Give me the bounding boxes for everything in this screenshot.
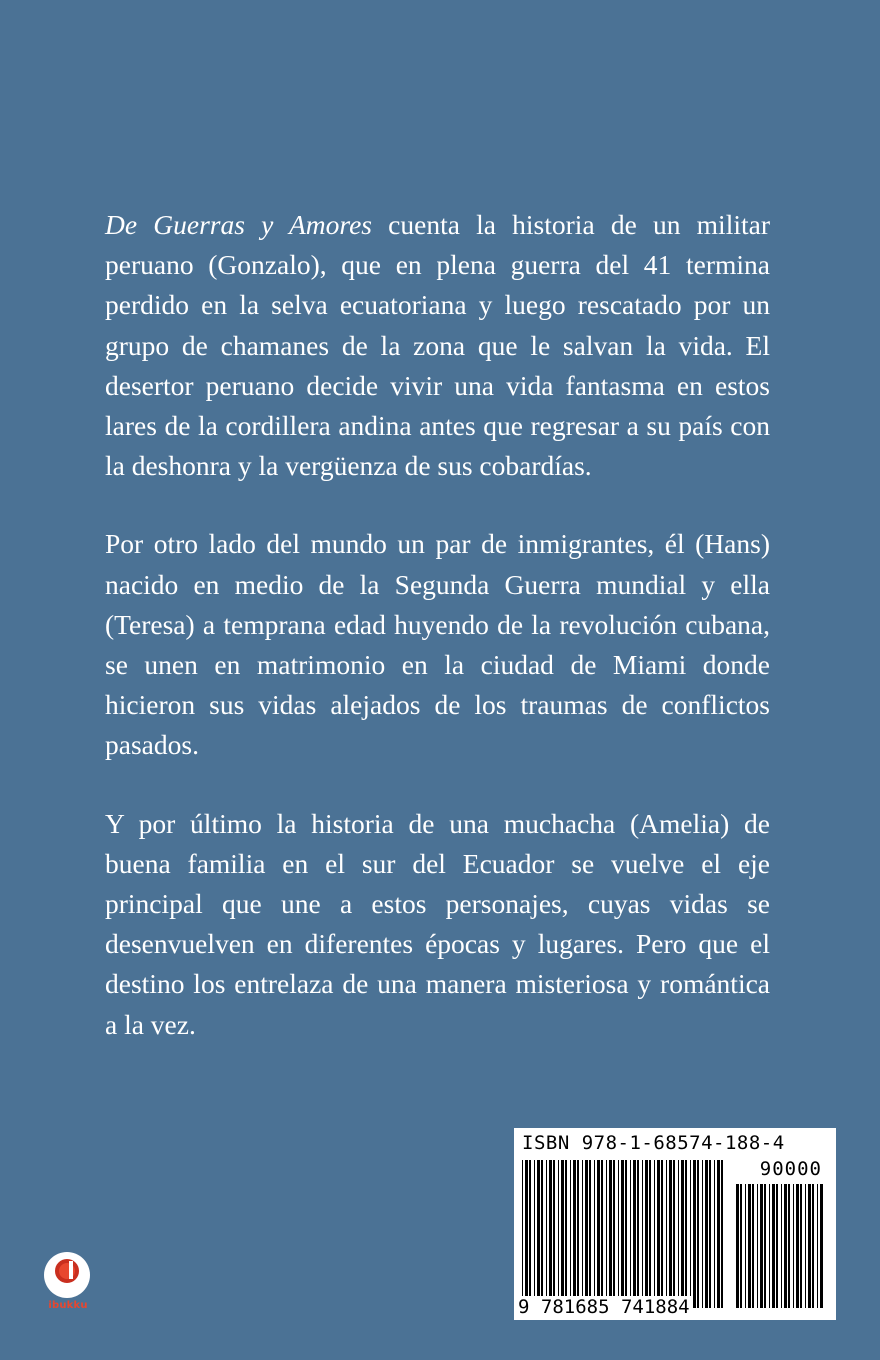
barcode-bar xyxy=(657,1160,660,1308)
barcode-bar xyxy=(678,1160,679,1308)
barcode-bar xyxy=(736,1184,739,1308)
barcode-bar xyxy=(776,1184,778,1308)
barcode-bar xyxy=(690,1160,691,1308)
power-icon-bar xyxy=(69,1261,73,1279)
barcode-bar xyxy=(573,1160,576,1308)
barcode-bar xyxy=(649,1160,651,1308)
barcode-bar xyxy=(558,1160,559,1308)
barcode-bar xyxy=(812,1184,814,1308)
barcode-bar xyxy=(784,1184,787,1308)
barcode-bar xyxy=(570,1160,571,1308)
barcode-bar xyxy=(537,1160,540,1308)
barcode-bar xyxy=(585,1160,588,1308)
barcode-bar xyxy=(685,1160,687,1308)
barcode-bar xyxy=(693,1160,696,1308)
barcode-bar xyxy=(721,1160,723,1308)
barcode-bar xyxy=(613,1160,615,1308)
barcode-bar xyxy=(553,1160,555,1308)
barcode-bar xyxy=(582,1160,583,1308)
barcode-bar xyxy=(702,1160,703,1308)
barcode-bar xyxy=(601,1160,603,1308)
blurb-paragraph-1-text: cuenta la historia de un militar peruano (Gonzalo), que en plena guerra del 41 termina perdido en la selva ecuatoriana y luego rescatado por un grupo de chamanes de la zona que le salvan la vida. El desertor peruano decide vivir una vida fantasma en estos lares de la cordillera andina antes que regresar a su país con la deshonra y la vergüenza de sus cobardías. xyxy=(105,209,770,482)
barcode-bar xyxy=(714,1160,715,1308)
barcode-bar xyxy=(625,1160,627,1308)
barcode-bar xyxy=(589,1160,591,1308)
blurb-paragraph-3: Y por último la historia de una muchacha (Amelia) de buena familia en el sur del Ecuador se vuelve el eje principal que une a estos personajes, cuyas vidas se desenvuelven en diferentes épocas y lugares. Pero que el destino los entrelaza de una manera misteriosa y romántica a la vez. xyxy=(105,807,770,1040)
barcode-bar xyxy=(717,1160,720,1308)
barcode-bar xyxy=(681,1160,684,1308)
barcode-bar xyxy=(800,1184,802,1308)
barcode-bar xyxy=(594,1160,595,1308)
barcode-bar xyxy=(645,1160,648,1308)
publisher-logo xyxy=(40,1252,96,1316)
barcode-bar xyxy=(525,1160,528,1308)
barcode-bar xyxy=(633,1160,636,1308)
barcode-bar xyxy=(752,1184,754,1308)
barcode-bar xyxy=(772,1184,775,1308)
barcode-bar xyxy=(618,1160,619,1308)
barcode-bar xyxy=(673,1160,675,1308)
barcode-bar xyxy=(781,1184,782,1308)
barcode-bar xyxy=(709,1160,711,1308)
barcode-bar xyxy=(769,1184,770,1308)
barcode-bar xyxy=(661,1160,663,1308)
isbn-label: ISBN 978-1-68574-188-4 xyxy=(522,1132,785,1154)
publisher-name: ibukku xyxy=(48,1300,88,1311)
barcode-bar xyxy=(630,1160,631,1308)
barcode-bar xyxy=(534,1160,535,1308)
power-icon xyxy=(55,1259,79,1283)
barcode-bar xyxy=(577,1160,579,1308)
barcode-bar xyxy=(820,1184,823,1308)
barcode-bars-main xyxy=(522,1160,728,1308)
barcode-bar xyxy=(597,1160,600,1308)
barcode-bar xyxy=(621,1160,624,1308)
barcode-bar xyxy=(705,1160,708,1308)
barcode-bar xyxy=(808,1184,811,1308)
price-code: 90000 xyxy=(759,1158,822,1180)
barcode-bar xyxy=(637,1160,639,1308)
barcode-bar xyxy=(793,1184,794,1308)
barcode-bar xyxy=(760,1184,763,1308)
barcode-bar xyxy=(642,1160,643,1308)
barcode-bar xyxy=(565,1160,567,1308)
barcode-bar xyxy=(748,1184,751,1308)
barcode-bar xyxy=(609,1160,612,1308)
barcode-bar xyxy=(529,1160,531,1308)
book-title: De Guerras y Amores xyxy=(105,209,372,240)
barcode-bar xyxy=(669,1160,672,1308)
barcode-bar xyxy=(522,1160,523,1308)
barcode-bar xyxy=(697,1160,699,1308)
barcode-bar xyxy=(788,1184,790,1308)
barcode-bar xyxy=(740,1184,742,1308)
barcode-bar xyxy=(796,1184,799,1308)
barcode-bar xyxy=(764,1184,766,1308)
barcode-bar xyxy=(805,1184,806,1308)
barcode-bar xyxy=(757,1184,758,1308)
barcode-bar xyxy=(666,1160,667,1308)
logo-circle xyxy=(44,1252,90,1298)
isbn-barcode xyxy=(514,1128,836,1320)
blurb-paragraph-2: Por otro lado del mundo un par de inmigrantes, él (Hans) nacido en medio de la Segunda Guerra mundial y ella (Teresa) a temprana edad huyendo de la revolución cubana, se unen en matrimonio en la ciudad de Miami donde hicieron sus vidas alejados de los traumas de conflictos pasados. xyxy=(105,528,770,761)
barcode-bar xyxy=(546,1160,547,1308)
barcode-bar xyxy=(549,1160,552,1308)
barcode-bar xyxy=(606,1160,607,1308)
barcode-bar xyxy=(745,1184,746,1308)
ean-digits: 9 781685 741884 xyxy=(518,1296,690,1318)
blurb-paragraph-1 xyxy=(105,205,770,486)
barcode-bar xyxy=(817,1184,818,1308)
barcode-bars-addon xyxy=(736,1184,826,1308)
barcode-bar xyxy=(541,1160,543,1308)
barcode-bar xyxy=(561,1160,564,1308)
book-blurb xyxy=(105,205,770,1083)
barcode-bar xyxy=(654,1160,655,1308)
